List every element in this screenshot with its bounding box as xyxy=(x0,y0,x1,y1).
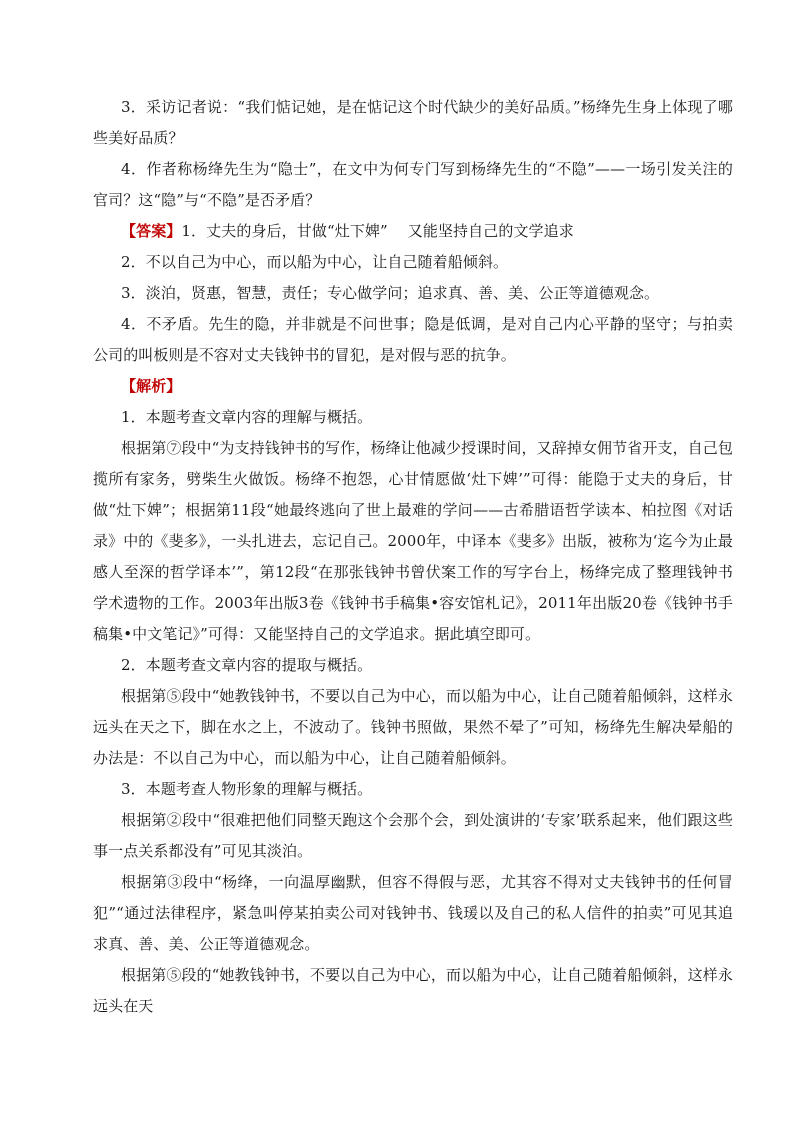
analysis-heading xyxy=(93,371,733,402)
analysis-3-title: 3．本题考查人物形象的理解与概括。 xyxy=(121,780,373,798)
analysis-2-title: 2．本题考查文章内容的提取与概括。 xyxy=(121,656,373,674)
answer-4: 4．不矛盾。先生的隐，并非就是不问世事；隐是低调，是对自己内心平静的坚守；与拍卖公司的叫板则是不容对丈夫钱钟书的冒犯，是对假与恶的抗争。 xyxy=(93,315,733,364)
answer-3: 3．淡泊，贤惠，智慧，责任；专心做学问；追求真、善、美、公正等道德观念。 xyxy=(121,284,660,302)
analysis-3-body-1: 根据第②段中“很难把他们同整天跑这个会那个会，到处演讲的‘专家’联系起来，他们跟这些事一点关系都没有”可见其淡泊。 xyxy=(93,811,733,860)
analysis-3-body-2: 根据第③段中“杨绛，一向温厚幽默，但容不得假与恶，尤其容不得对丈夫钱钟书的任何冒犯”“通过法律程序，紧急叫停某拍卖公司对钱钟书、钱瑗以及自己的私人信件的拍卖”可见其追求真、善、美、公正等道德观念。 xyxy=(93,873,733,953)
analysis-label: 【解析】 xyxy=(121,377,182,395)
analysis-2-body: 根据第⑤段中“她教钱钟书，不要以自己为中心，而以船为中心，让自己随着船倾斜，这样永远头在天之下，脚在水之上，不波动了。钱钟书照做，果然不晕了”可知，杨绛先生解决晕船的办法是：不以自己为中心，而以船为中心，让自己随着船倾斜。 xyxy=(93,687,733,767)
answer-2: 2．不以自己为中心，而以船为中心，让自己随着船倾斜。 xyxy=(121,253,509,271)
analysis-1-title: 1．本题考查文章内容的理解与概括。 xyxy=(121,408,373,426)
analysis-1-body: 根据第⑦段中“为支持钱钟书的写作，杨绛让他减少授课时间，又辞掉女佣节省开支，自己包揽所有家务，劈柴生火做饭。杨绛不抱怨，心甘情愿做‘灶下婢’”可得：能隐于丈夫的身后，甘做“灶下婢”；根据第11段“她最终逃向了世上最难的学问——古希腊语哲学读本、柏拉图《对话录》中的《斐多》，一头扎进去，忘记自己。2000年，中译本《斐多》出版，被称为‘迄今为止最感人至深的哲学译本’”，第12段“在那张钱钟书曾伏案工作的写字台上，杨绛完成了整理钱钟书学术遗物的工作。2003年出版3卷《钱钟书手稿集•容安馆札记》，2011年出版20卷《钱钟书手稿集•中文笔记》”可得：又能坚持自己的文学追求。据此填空即可。 xyxy=(93,439,733,643)
question-3: 3．采访记者说：“我们惦记她，是在惦记这个时代缺少的美好品质。”杨绛先生身上体现了哪些美好品质？ xyxy=(93,98,733,147)
answer-1 xyxy=(93,216,733,247)
document-page xyxy=(93,92,733,1022)
answer-1-text: 1．丈夫的身后，甘做“灶下婢” 又能坚持自己的文学追求 xyxy=(181,222,574,240)
question-4: 4．作者称杨绛先生为“隐士”，在文中为何专门写到杨绛先生的“不隐”——一场引发关注的官司？这“隐”与“不隐”是否矛盾？ xyxy=(93,160,733,209)
analysis-3-body-3: 根据第⑤段的“她教钱钟书，不要以自己为中心，而以船为中心，让自己随着船倾斜，这样永远头在天 xyxy=(93,966,733,1015)
answer-label: 【答案】 xyxy=(121,222,182,240)
